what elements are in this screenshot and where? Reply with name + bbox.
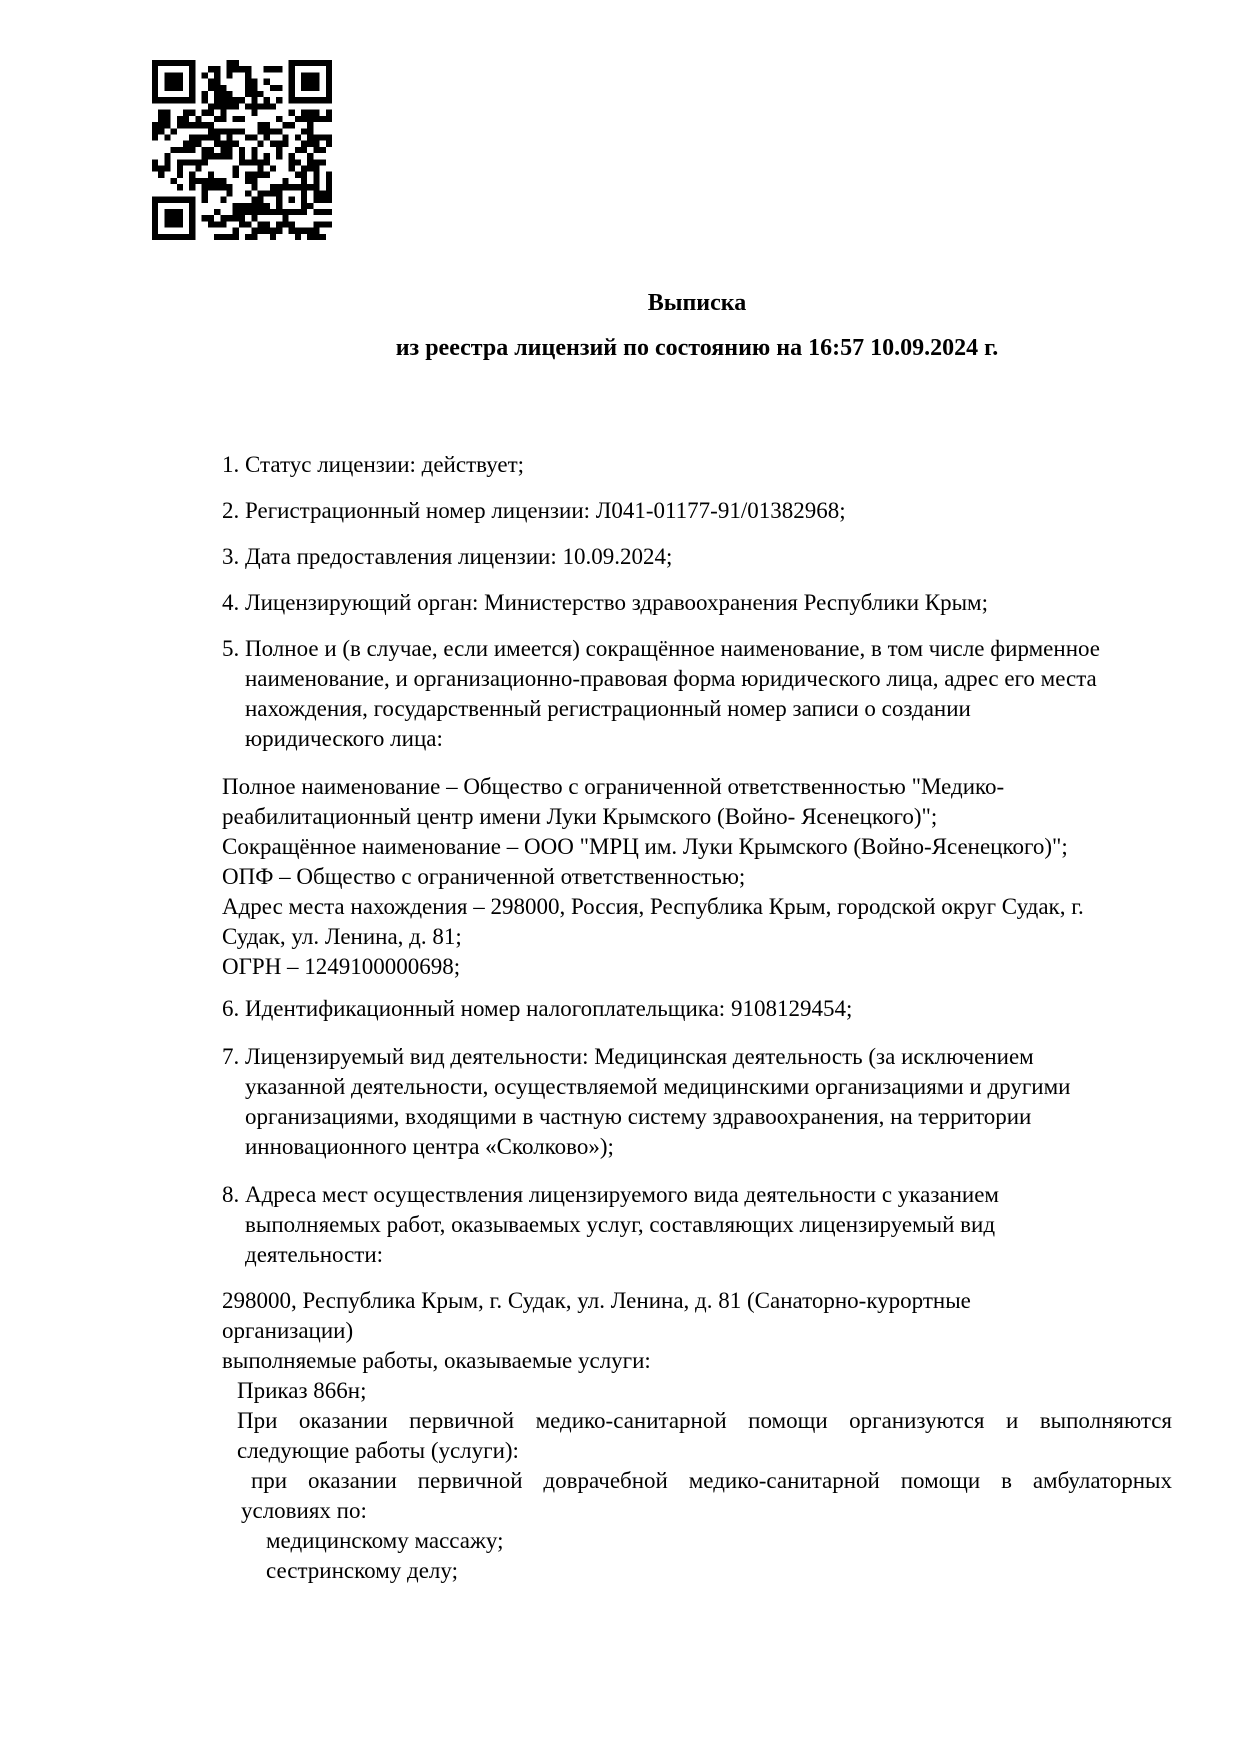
text-line: организации) <box>222 1318 354 1343</box>
text-line: Адрес места нахождения – 298000, Россия, Республика Крым, городской округ Судак, г. <box>222 894 1084 919</box>
text-line: Сокращённое наименование – ООО "МРЦ им. Луки Крымского (Войно-Ясенецкого)"; <box>222 834 1068 859</box>
text-line: выполняемых работ, оказываемых услуг, составляющих лицензируемый вид <box>245 1212 996 1237</box>
document-body <box>222 288 1172 1586</box>
text-line: юридического лица: <box>245 726 443 751</box>
document-title: Выписка <box>647 290 747 316</box>
text-line: следующие работы (услуги): <box>237 1438 519 1463</box>
text-line: деятельности: <box>245 1242 384 1267</box>
document-subtitle: из реестра лицензий по состоянию на 16:57 10.09.2024 г. <box>395 335 999 361</box>
text-line: 4. Лицензирующий орган: Министерство здравоохранения Республики Крым; <box>222 590 988 615</box>
clause-grant-date <box>222 542 1172 572</box>
text-line: Судак, ул. Ленина, д. 81; <box>222 924 462 949</box>
text-line: 3. Дата предоставления лицензии: 10.09.2024; <box>222 544 673 569</box>
clause-registration-number <box>222 496 1172 526</box>
text-line: ОГРН – 1249100000698; <box>222 954 461 979</box>
text-line: При оказании первичной медико-санитарной помощи организуются и выполняются <box>237 1408 1172 1433</box>
text-line: Приказ 866н; <box>237 1378 367 1403</box>
text-line: наименование, и организационно-правовая форма юридического лица, адрес его места <box>245 666 1097 691</box>
text-line: при оказании первичной доврачебной медико-санитарной помощи в амбулаторных <box>251 1468 1172 1493</box>
text-line: 5. Полное и (в случае, если имеется) сокращённое наименование, в том числе фирменное <box>222 636 1100 661</box>
text-line: инновационного центра «Сколково»); <box>245 1134 614 1159</box>
clause-licensed-activity <box>222 1042 1172 1162</box>
text-line: 1. Статус лицензии: действует; <box>222 452 525 477</box>
clause-taxpayer-number <box>222 994 1172 1024</box>
text-line: 298000, Республика Крым, г. Судак, ул. Ленина, д. 81 (Санаторно-курортные <box>222 1288 971 1313</box>
entity-details-paragraph <box>222 772 1172 982</box>
activity-address-details-paragraph <box>222 1286 1172 1586</box>
text-line: организациями, входящими в частную систему здравоохранения, на территории <box>245 1104 1032 1129</box>
text-line: 7. Лицензируемый вид деятельности: Медицинская деятельность (за исключением <box>222 1044 1034 1069</box>
text-line: ОПФ – Общество с ограниченной ответственностью; <box>222 864 746 889</box>
text-line: условиях по: <box>241 1498 367 1523</box>
text-line: выполняемые работы, оказываемые услуги: <box>222 1348 651 1373</box>
text-line: сестринскому делу; <box>266 1558 458 1583</box>
text-line: 8. Адреса мест осуществления лицензируемого вида деятельности с указанием <box>222 1182 999 1207</box>
text-line: 6. Идентификационный номер налогоплательщика: 9108129454; <box>222 996 853 1021</box>
clause-licensing-authority <box>222 588 1172 618</box>
text-line: 2. Регистрационный номер лицензии: Л041-01177-91/01382968; <box>222 498 846 523</box>
clause-license-status <box>222 450 1172 480</box>
text-line: указанной деятельности, осуществляемой медицинскими организациями и другими <box>245 1074 1071 1099</box>
text-line: Полное наименование – Общество с ограниченной ответственностью "Медико- <box>222 774 1005 799</box>
text-line: нахождения, государственный регистрационный номер записи о создании <box>245 696 971 721</box>
qr-code-icon <box>152 60 332 240</box>
text-line: реабилитационный центр имени Луки Крымского (Войно- Ясенецкого)"; <box>222 804 938 829</box>
clause-activity-addresses <box>222 1180 1172 1270</box>
clause-entity-name <box>222 634 1172 754</box>
text-line: медицинскому массажу; <box>266 1528 504 1553</box>
